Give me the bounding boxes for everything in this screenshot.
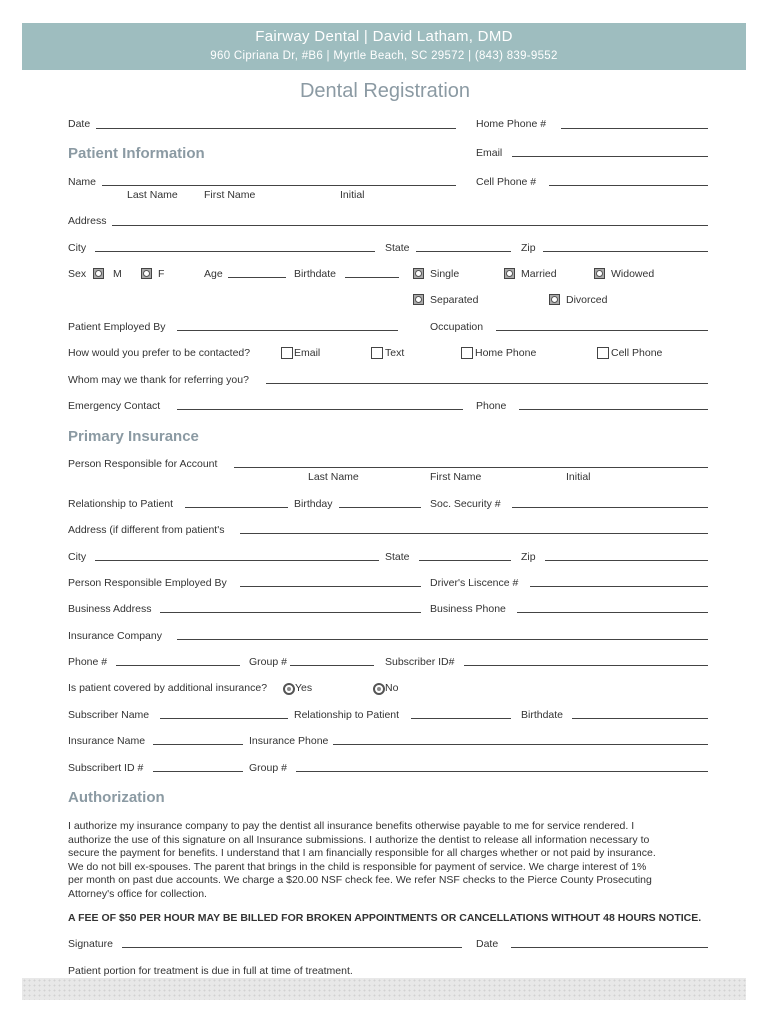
responsible-field[interactable]: [234, 467, 708, 468]
single-label: Single: [430, 268, 460, 280]
drivers-license-field[interactable]: [530, 586, 708, 587]
divorced-radio[interactable]: [549, 294, 560, 305]
resp-last-name-caption: Last Name: [308, 471, 359, 483]
relationship-field[interactable]: [185, 507, 288, 508]
insurance-name-label: Insurance Name: [68, 735, 146, 747]
subscriber-id2-field[interactable]: [153, 771, 243, 772]
relationship2-field[interactable]: [411, 718, 511, 719]
insurance-phone-label: Insurance Phone: [249, 735, 329, 747]
authorization-heading: Authorization: [68, 789, 165, 806]
subscriber-name-field[interactable]: [160, 718, 288, 719]
birthdate-label: Birthdate: [294, 268, 337, 280]
referral-label: Whom may we thank for referring you?: [68, 374, 249, 386]
married-radio[interactable]: [504, 268, 515, 279]
contact-cell-phone-label: Cell Phone: [611, 347, 663, 359]
primary-insurance-heading: Primary Insurance: [68, 428, 199, 445]
signature-date-field[interactable]: [511, 947, 708, 948]
authorization-text: [68, 820, 698, 901]
ins-city-label: City: [68, 551, 87, 563]
email-label: Email: [476, 147, 503, 159]
birthday-field[interactable]: [339, 507, 421, 508]
practice-header: [22, 23, 746, 70]
emergency-contact-field[interactable]: [177, 409, 463, 410]
auth-line: Attorney's office for collection.: [68, 887, 207, 900]
subscriber-id-label: Subscriber ID#: [385, 656, 455, 668]
practice-name: Fairway Dental | David Latham, DMD: [255, 28, 513, 45]
cell-phone-field[interactable]: [549, 185, 708, 186]
date-label: Date: [68, 118, 91, 130]
soc-security-label: Soc. Security #: [430, 498, 501, 510]
form-title: Dental Registration: [299, 80, 471, 102]
zip-label: Zip: [521, 242, 536, 254]
relationship-label: Relationship to Patient: [68, 498, 174, 510]
occupation-field[interactable]: [496, 330, 708, 331]
single-radio[interactable]: [413, 268, 424, 279]
signature-field[interactable]: [122, 947, 462, 948]
home-phone-label: Home Phone #: [476, 118, 547, 130]
sex-f-radio[interactable]: [141, 268, 152, 279]
cell-phone-label: Cell Phone #: [476, 176, 537, 188]
broken-appointment-notice: A FEE OF $50 PER HOUR MAY BE BILLED FOR BROKEN APPOINTMENTS OR CANCELLATIONS WITHOUT 48 HOURS NOTICE.: [68, 912, 702, 924]
auth-line: authorize the use of this signature on all Insurance submissions. I authorize the dentist to release all information necessary to: [68, 833, 650, 846]
state-label: State: [385, 242, 410, 254]
subscriber-name-label: Subscriber Name: [68, 709, 150, 721]
additional-yes-radio[interactable]: [283, 683, 295, 695]
ins-zip-label: Zip: [521, 551, 536, 563]
patient-portion-note: Patient portion for treatment is due in full at time of treatment.: [68, 965, 353, 977]
first-name-caption: First Name: [204, 189, 256, 201]
additional-no-label: No: [385, 682, 399, 694]
email-field[interactable]: [512, 156, 708, 157]
contact-home-phone-checkbox[interactable]: [461, 347, 473, 359]
additional-yes-label: Yes: [295, 682, 313, 694]
emergency-phone-label: Phone: [476, 400, 507, 412]
insurance-company-field[interactable]: [177, 639, 708, 640]
initial-caption: Initial: [340, 189, 365, 201]
name-field[interactable]: [102, 185, 456, 186]
name-label: Name: [68, 176, 97, 188]
zip-field[interactable]: [543, 251, 708, 252]
signature-date-label: Date: [476, 938, 499, 950]
subscriber-id-field[interactable]: [464, 665, 708, 666]
ins-state-label: State: [385, 551, 410, 563]
auth-line: per month on past due accounts. We charge a $20.00 NSF check fee. We refer NSF checks to the Pierce County Prosecuting: [68, 874, 652, 886]
ins-phone-label: Phone #: [68, 656, 108, 668]
responsible-label: Person Responsible for Account: [68, 458, 218, 470]
relationship2-label: Relationship to Patient: [294, 709, 400, 721]
sex-m-label: M: [113, 268, 122, 280]
occupation-label: Occupation: [430, 321, 484, 333]
city-field[interactable]: [95, 251, 375, 252]
ins-phone-field[interactable]: [116, 665, 240, 666]
contact-text-label: Text: [385, 347, 405, 359]
birthdate2-label: Birthdate: [521, 709, 564, 721]
business-phone-field[interactable]: [517, 612, 708, 613]
divorced-label: Divorced: [566, 294, 608, 306]
widowed-radio[interactable]: [594, 268, 605, 279]
contact-email-checkbox[interactable]: [281, 347, 293, 359]
contact-home-phone-label: Home Phone: [475, 347, 537, 359]
group-field[interactable]: [290, 665, 374, 666]
sex-f-label: F: [158, 268, 165, 280]
drivers-license-label: Driver's Liscence #: [430, 577, 519, 589]
date-field[interactable]: [96, 128, 456, 129]
birthday-label: Birthday: [294, 498, 333, 510]
sex-m-radio[interactable]: [93, 268, 104, 279]
ins-state-field[interactable]: [419, 560, 511, 561]
resp-employed-label: Person Responsible Employed By: [68, 577, 227, 589]
age-label: Age: [204, 268, 223, 280]
auth-line: secure the payment for benefits. I understand that I am financially responsible for all charges whether or not paid by insurance.: [68, 847, 656, 859]
insurance-name-field[interactable]: [153, 744, 243, 745]
emergency-phone-field[interactable]: [519, 409, 708, 410]
patient-info-heading: Patient Information: [68, 145, 205, 162]
address-diff-label: Address (if different from patient's: [68, 524, 225, 536]
widowed-label: Widowed: [611, 268, 655, 280]
soc-security-field[interactable]: [512, 507, 708, 508]
referral-field[interactable]: [266, 383, 708, 384]
additional-ins-label: Is patient covered by additional insurance?: [68, 682, 268, 694]
insurance-company-label: Insurance Company: [68, 630, 162, 642]
address-label: Address: [68, 215, 107, 227]
practice-address: 960 Cipriana Dr, #B6 | Myrtle Beach, SC 29572 | (843) 839-9552: [210, 50, 558, 62]
footer-band: [22, 978, 746, 1000]
employed-by-label: Patient Employed By: [68, 321, 166, 333]
ins-zip-field[interactable]: [545, 560, 708, 561]
signature-label: Signature: [68, 938, 113, 950]
contact-cell-phone-checkbox[interactable]: [597, 347, 609, 359]
resp-employed-field[interactable]: [240, 586, 421, 587]
business-address-label: Business Address: [68, 603, 152, 615]
last-name-caption: Last Name: [127, 189, 178, 201]
contact-pref-label: How would you prefer to be contacted?: [68, 347, 251, 359]
business-address-field[interactable]: [160, 612, 421, 613]
auth-line: We do not bill ex-spouses. The parent that brings in the child is responsible for payment of service. We charge interest of 1%: [68, 860, 647, 873]
married-label: Married: [521, 268, 557, 280]
state-field[interactable]: [416, 251, 511, 252]
city-label: City: [68, 242, 87, 254]
contact-email-label: Email: [294, 347, 321, 359]
birthdate-field[interactable]: [345, 277, 399, 278]
insurance-phone-field[interactable]: [333, 744, 708, 745]
group2-field[interactable]: [296, 771, 708, 772]
age-field[interactable]: [228, 277, 286, 278]
group2-label: Group #: [249, 762, 287, 774]
resp-first-name-caption: First Name: [430, 471, 482, 483]
address-field[interactable]: [112, 225, 708, 226]
subscriber-id2-label: Subscribert ID #: [68, 762, 144, 774]
contact-text-checkbox[interactable]: [371, 347, 383, 359]
address-diff-field[interactable]: [240, 533, 708, 534]
separated-radio[interactable]: [413, 294, 424, 305]
birthdate2-field[interactable]: [572, 718, 708, 719]
business-phone-label: Business Phone: [430, 603, 506, 615]
group-label: Group #: [249, 656, 287, 668]
auth-line: I authorize my insurance company to pay the dentist all insurance benefits otherwise payable to me for service rendered. I: [68, 820, 635, 832]
ins-city-field[interactable]: [95, 560, 379, 561]
sex-label: Sex: [68, 268, 87, 280]
separated-label: Separated: [430, 294, 479, 306]
emergency-contact-label: Emergency Contact: [68, 400, 161, 412]
home-phone-field[interactable]: [561, 128, 708, 129]
resp-initial-caption: Initial: [566, 471, 591, 483]
additional-no-radio[interactable]: [373, 683, 385, 695]
employed-by-field[interactable]: [177, 330, 398, 331]
